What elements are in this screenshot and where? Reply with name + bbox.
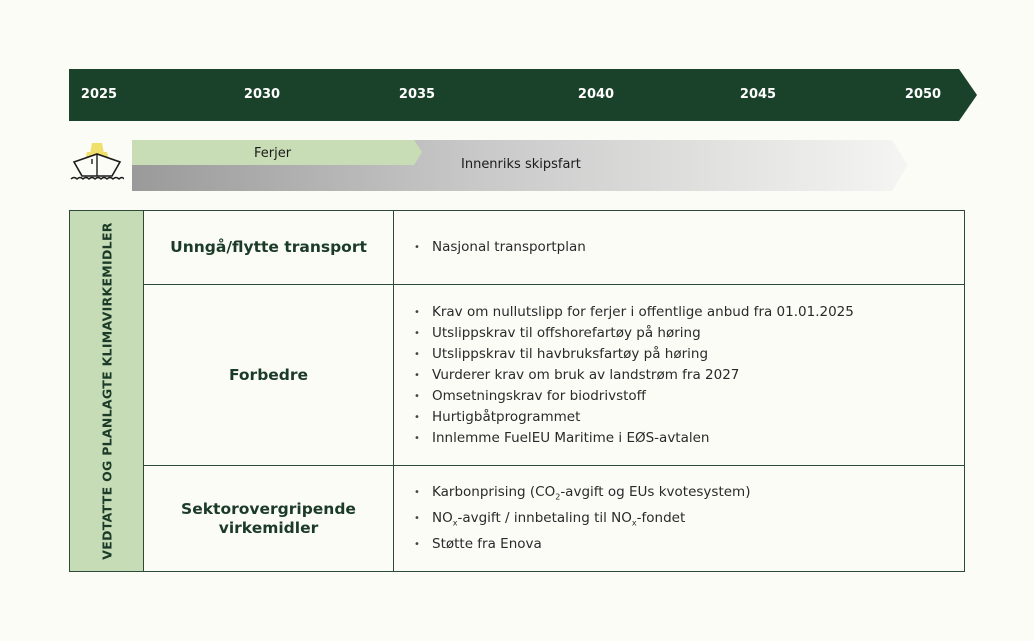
list-item: • Krav om nullutslipp for ferjer i offentlige anbud fra 01.01.2025 xyxy=(414,302,964,323)
table-row xyxy=(144,211,964,285)
measures-list xyxy=(394,285,964,465)
list-item: • Utslippskrav til havbruksfartøy på høring xyxy=(414,344,964,365)
ferjer-bar-label: Ferjer xyxy=(254,146,292,161)
bullet-icon: • xyxy=(414,411,420,423)
year-label: 2035 xyxy=(398,87,436,102)
bullet-icon: • xyxy=(414,242,420,253)
side-header xyxy=(70,211,144,571)
year-label: 2040 xyxy=(577,87,615,102)
bullet-icon: • xyxy=(414,348,420,360)
timeline-arrow-shape xyxy=(69,69,977,121)
table-row xyxy=(144,466,964,571)
list-item: • Innlemme FuelEU Maritime i EØS-avtalen xyxy=(414,428,964,449)
list-item: • $NO_x$-avgift / innbetaling til $NO_x$-fondet xyxy=(414,508,964,534)
category-label: Unngå/flytte transport xyxy=(144,211,394,284)
list-item: • Hurtigbåtprogrammet xyxy=(414,407,964,428)
innenriks-bar-label: Innenriks skipsfart xyxy=(461,157,581,172)
timeline-arrow xyxy=(69,69,977,121)
ship-icon xyxy=(70,140,124,186)
category-label: Sektorovergripende virkemidler xyxy=(144,466,394,571)
list-item: • Utslippskrav til offshorefartøy på høring xyxy=(414,323,964,344)
year-label: 2045 xyxy=(739,87,777,102)
bullet-icon: • xyxy=(414,538,420,550)
table-row xyxy=(144,285,964,466)
bullet-icon: • xyxy=(414,306,420,318)
measures-list xyxy=(394,466,964,571)
sector-bars xyxy=(132,140,912,191)
category-label: Forbedre xyxy=(144,285,394,465)
measures-list xyxy=(394,211,964,284)
bullet-icon: • xyxy=(414,487,420,499)
bullet-icon: • xyxy=(414,369,420,381)
bullet-icon: • xyxy=(414,432,420,444)
year-label: 2025 xyxy=(80,87,118,102)
bullet-icon: • xyxy=(414,327,420,339)
year-label: 2050 xyxy=(904,87,942,102)
list-item: • Nasjonal transportplan xyxy=(414,237,964,258)
bullet-icon: • xyxy=(414,390,420,402)
list-item: • Omsetningskrav for biodrivstoff xyxy=(414,386,964,407)
side-header-label: VEDTATTE OG PLANLAGTE KLIMAVIRKEMIDLER xyxy=(99,222,114,560)
measures-table xyxy=(69,210,965,572)
list-item: • Karbonprising ($CO_2$-avgift og EUs kvotesystem) xyxy=(414,482,964,508)
year-label: 2030 xyxy=(243,87,281,102)
bullet-icon: • xyxy=(414,513,420,524)
list-item: • Støtte fra Enova xyxy=(414,534,964,555)
list-item: • Vurderer krav om bruk av landstrøm fra 2027 xyxy=(414,365,964,386)
